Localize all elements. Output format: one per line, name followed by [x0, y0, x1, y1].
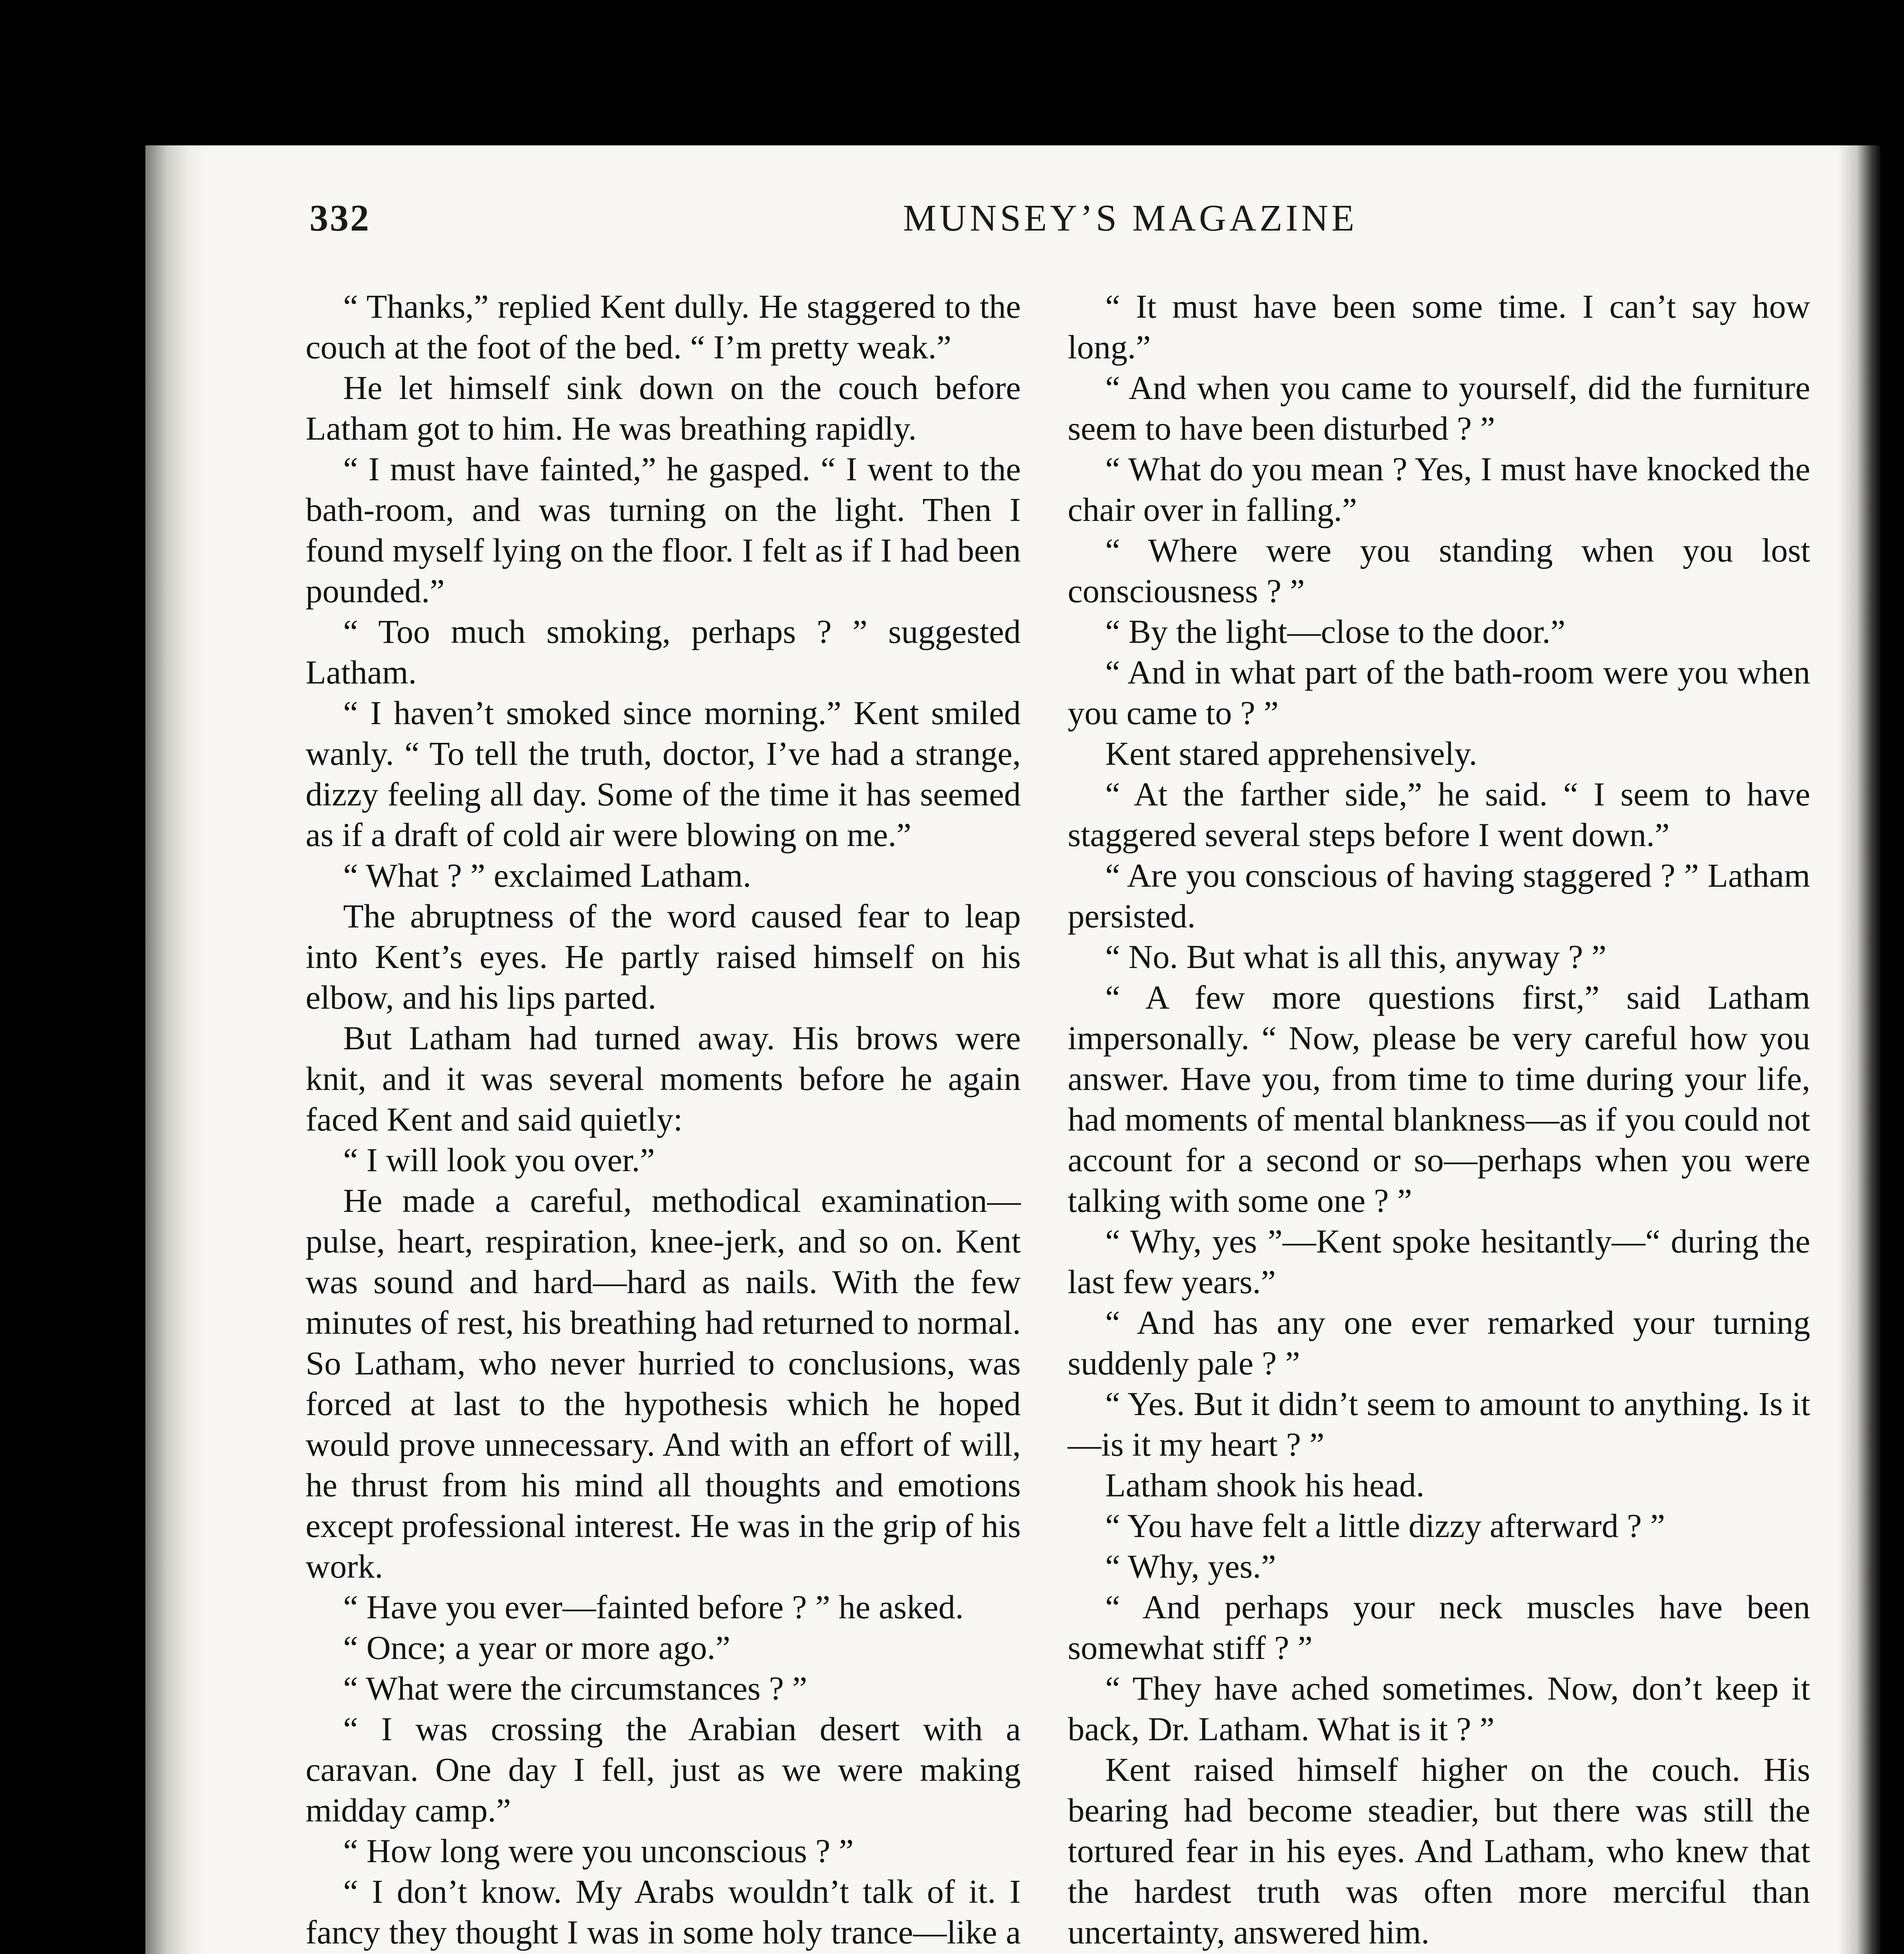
- paragraph: “ I must have fainted,” he gasped. “ I went to the bath-room, and was turning on the light. Then I found myself lying on the floor. I felt as if I had been pounded.”: [306, 450, 1021, 610]
- paragraph: “ By the light—close to the door.”: [1105, 613, 1566, 650]
- paragraph: “ A few more questions first,” said Latham impersonally. “ Now, please be very careful how you answer. Have you, from time to time during your life, had moments of mental blankness—as if you could not account for a second or so—perhaps when you were talking with some one ? ”: [1068, 979, 1810, 1219]
- paragraph: “ I will look you over.”: [343, 1141, 655, 1179]
- paragraph: “ No. But what is all this, anyway ? ”: [1105, 938, 1607, 975]
- paragraph: “ Once; a year or more ago.”: [343, 1629, 730, 1666]
- paragraph: “ Where were you standing when you lost consciousness ? ”: [1068, 531, 1810, 610]
- paragraph: “ What were the circumstances ? ”: [343, 1669, 807, 1707]
- paragraph: “ You have felt a little dizzy afterward ? ”: [1105, 1507, 1665, 1544]
- magazine-page: [145, 145, 1881, 1954]
- paragraph: “ Thanks,” replied Kent dully. He staggered to the couch at the foot of the bed. “ I’m pretty weak.”: [306, 288, 1021, 366]
- paragraph: “ Too much smoking, perhaps ? ” suggested Latham.: [306, 613, 1021, 691]
- paragraph: “ At the farther side,” he said. “ I seem to have staggered several steps before I went down.”: [1068, 775, 1810, 854]
- page-header: [310, 196, 1834, 251]
- paragraph: He let himself sink down on the couch before Latham got to him. He was breathing rapidly.: [306, 369, 1021, 447]
- paragraph: “ What ? ” exclaimed Latham.: [343, 857, 752, 894]
- right-text-column: [1068, 286, 1810, 1954]
- paragraph: “ I don’t know. My Arabs wouldn’t talk of it. I fancy they thought I was in some holy trance—like a: [306, 1873, 1021, 1951]
- paragraph: “ They have ached sometimes. Now, don’t keep it back, Dr. Latham. What is it ? ”: [1068, 1669, 1810, 1748]
- page-number: 332: [310, 197, 370, 239]
- paragraph: “ And has any one ever remarked your turning suddenly pale ? ”: [1068, 1304, 1810, 1382]
- paragraph: “ Why, yes ”—Kent spoke hesitantly—“ during the last few years.”: [1068, 1222, 1810, 1301]
- running-head: MUNSEY’S MAGAZINE: [903, 197, 1358, 239]
- paragraph: He made a careful, methodical examination—pulse, heart, respiration, knee-jerk, and so on. Kent was sound and hard—hard as nails. With the few minutes of rest, his breathing had returned to normal. So Latham, who never hurried to conclusions, was forced at last to the hypothesis which he hoped would prove unnecessary. And with an effort of will, he thrust from his mind all thoughts and emotions except professional interest. He was in the grip of his work.: [306, 1182, 1021, 1585]
- paragraph: But Latham had turned away. His brows were knit, and it was several moments before he again faced Kent and said quietly:: [306, 1019, 1021, 1138]
- binding-shadow: [145, 145, 208, 1954]
- paragraph: “ And in what part of the bath-room were you when you came to ? ”: [1068, 653, 1810, 732]
- page-edge-shadow: [1838, 145, 1881, 1954]
- paragraph: Kent raised himself higher on the couch. His bearing had become steadier, but there was still the tortured fear in his eyes. And Latham, who knew that the hardest truth was often more merciful than uncertainty, answered him.: [1068, 1751, 1810, 1951]
- paragraph: “ And when you came to yourself, did the furniture seem to have been disturbed ? ”: [1068, 369, 1810, 447]
- paragraph: “ How long were you unconscious ? ”: [343, 1832, 854, 1870]
- paragraph: “ What do you mean ? Yes, I must have knocked the chair over in falling.”: [1068, 450, 1810, 528]
- paragraph: Latham shook his head.: [1105, 1466, 1424, 1504]
- paragraph: The abruptness of the word caused fear to leap into Kent’s eyes. He partly raised himself on his elbow, and his lips parted.: [306, 897, 1021, 1016]
- paragraph: “ Yes. But it didn’t seem to amount to anything. Is it—is it my heart ? ”: [1068, 1385, 1810, 1463]
- paragraph: [1068, 1952, 1810, 1954]
- paragraph: “ And perhaps your neck muscles have been somewhat stiff ? ”: [1068, 1588, 1810, 1666]
- paragraph: “ Why, yes.”: [1105, 1548, 1276, 1585]
- paragraph: “ I haven’t smoked since morning.” Kent smiled wanly. “ To tell the truth, doctor, I’ve had a strange, dizzy feeling all day. Some of the time it has seemed as if a draft of cold air were blowing on me.”: [306, 694, 1021, 854]
- paragraph: Kent stared apprehensively.: [1105, 735, 1478, 772]
- paragraph: “ It must have been some time. I can’t say how long.”: [1068, 288, 1810, 366]
- paragraph: “ I was crossing the Arabian desert with a caravan. One day I fell, just as we were making midday camp.”: [306, 1710, 1021, 1829]
- paragraph: “ Are you conscious of having staggered ? ” Latham persisted.: [1068, 857, 1810, 935]
- paragraph: “ Have you ever—fainted before ? ” he asked.: [343, 1588, 964, 1626]
- left-text-column: [306, 286, 1021, 1954]
